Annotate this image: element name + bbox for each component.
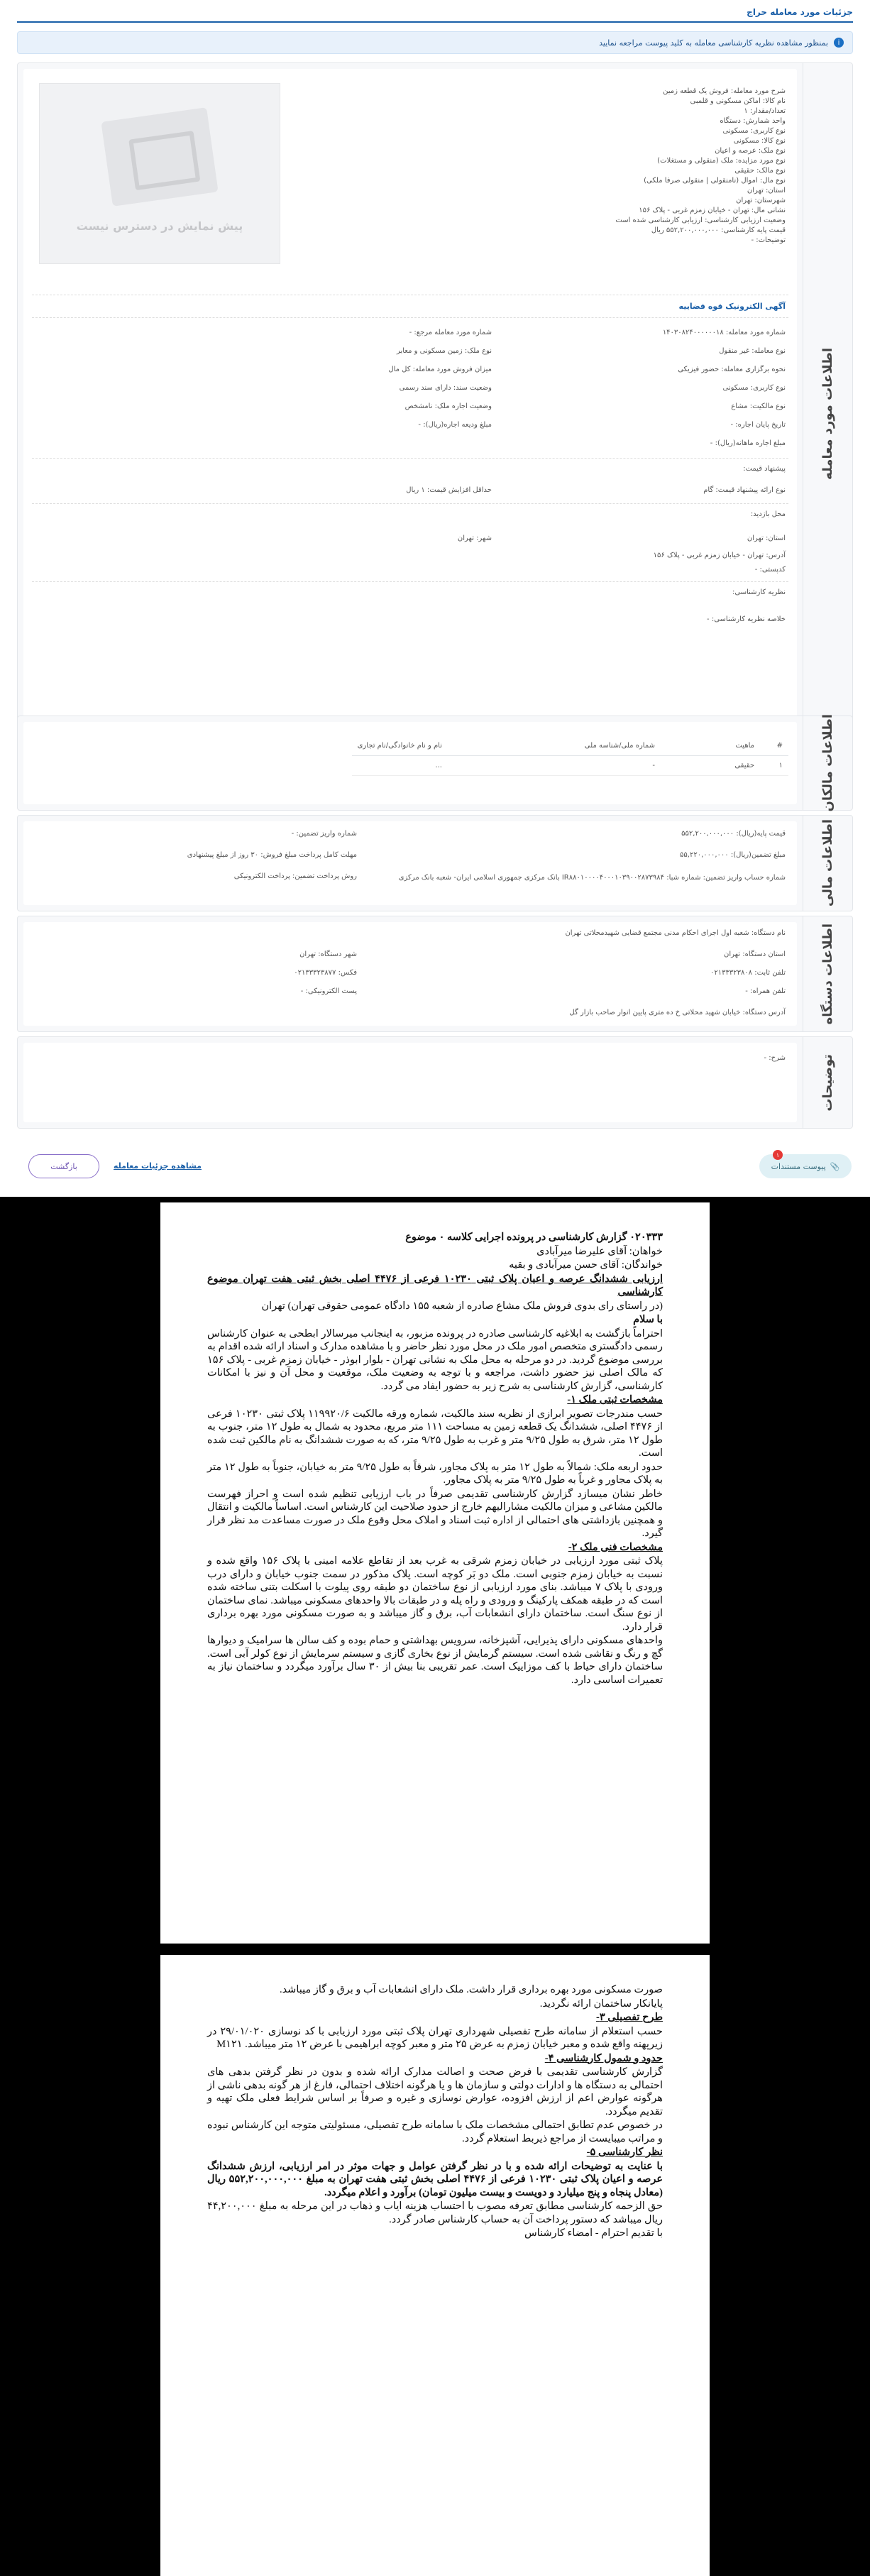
summary-line: استان: تهران <box>747 187 786 194</box>
grid-right: شماره مورد معامله: ۱۴۰۳۰۸۲۴۰۰۰۰۰۰۱۸ <box>662 329 786 336</box>
grid-right: تاریخ پایان اجاره: - <box>730 421 786 429</box>
summary-line: قیمت پایه کارشناسی: ۵۵۲,۲۰۰,۰۰۰,۰۰۰ ریال <box>651 226 786 234</box>
doc-line: ۰۲۰۳۳۳ گزارش کارشناسی در پرونده اجرایی کلاسه ۰ موضوع <box>405 1232 663 1243</box>
summary-line: نوع مورد مزایده: ملک (منقولی و مستغلات) <box>657 157 786 165</box>
summary-line: نوع مال: اموال (نامنقولی | منقولی صرفا ملکی) <box>644 177 786 185</box>
summary-line: نوع ملک: عرصه و اعیان <box>715 147 786 155</box>
column-header: ماهیت <box>661 736 760 756</box>
grid-right: نوع مالکیت: مشاع <box>731 402 786 410</box>
location-province: استان: تهران <box>747 535 786 542</box>
finance-content <box>23 821 797 905</box>
grid-left: وضعیت اجاره ملک: نامشخص <box>404 402 492 410</box>
agency-section <box>17 916 853 1032</box>
doc-line: پایانکار ساختمان ارائه نگردید. <box>539 1997 663 2010</box>
table-cell: ۱ <box>760 756 788 776</box>
divider <box>32 581 788 582</box>
summary-line: شهرستان: تهران <box>736 197 786 204</box>
doc-line: حسب استعلام از سامانه طرح تفصیلی شهرداری تهران پلاک ثبتی مورد ارزیابی با کد نوسازی ۲۹/۰۱/۰۲۰ در زیرپهنه واقع شده و معبر خیابان زمزم به عرض ۲۵ متر و معبر کوچه ابراهیمی با عرض ۱۲ متر میباشد. M۱۲۱ <box>207 2025 663 2050</box>
doc-line: حدود اربعه ملک: شمالاً به طول ۱۲ متر به پلاک مجاور، شرقاً به طول ۹/۲۵ متر به خیابان، جنوباً به طول ۱۲ متر به پلاک مجاور و غرباً به طول ۹/۲۵ متر به پلاک مجاور. <box>207 1461 663 1486</box>
owners-section <box>17 716 853 811</box>
notes-desc: شرح: - <box>764 1054 786 1062</box>
expert-summary: خلاصه نظریه کارشناسی: - <box>707 615 786 623</box>
doc-line: مشخصات فنی ملک ۲- <box>568 1541 663 1553</box>
grid-right: نوع معامله: غیر منقول <box>719 347 786 355</box>
deal-content <box>23 69 797 759</box>
doc-line: با عنایت به توضیحات ارائه شده و با در نظر گرفتن عوامل و جهات موثر در امر ارزیابی، ارزش ششدانگ عرصه و اعیان پلاک ثبتی ۱۰۲۳۰ فرعی از ۴۴۷۶ اصلی بخش ثبتی هفت تهران به مبلغ ۵۵۲,۲۰۰,۰۰۰,۰۰۰ ریال (معادل پنجاه و پنج میلیارد و دویست و بیست میلیون تومان) برآورد و اعلام میگردد. <box>207 2160 663 2198</box>
notes-section <box>17 1036 853 1129</box>
grid-right: مبلغ اجاره ماهانه(ریال): - <box>710 439 786 447</box>
location-postal: کدپستی: - <box>754 566 786 574</box>
location-label: محل بازدید: <box>750 510 786 518</box>
doc-line: گزارش کارشناسی تقدیمی با فرض صحت و اصالت مدارک ارائه شده و بدون در نظر گرفتن بدهی های احتمالی به دستگاه ها و ادارات دولتی و سازمان ها و یا هرگونه اختلاف احتمالی، فارغ از هر گونه بدهی ناشی از هرگونه عوارض اعم از ارزش افزوده، عوارض نوسازی و غیره و صرفاً بر اساس شرایط فعلی ملک تهیه و تقدیم میگردد. <box>207 2066 663 2117</box>
owners-section-label: اطلاعات مالکان <box>820 714 835 812</box>
summary-line: توضیحات: - <box>751 236 786 244</box>
summary-line: وضعیت ارزیابی کارشناسی: ارزیابی کارشناسی شده است <box>615 217 786 224</box>
finance-section-label: اطلاعات مالی <box>820 819 835 907</box>
grid-right: نوع کاربری: مسکونی <box>722 384 786 392</box>
table-cell: ... <box>352 756 448 776</box>
offer-type: نوع ارائه پیشنهاد قیمت: گام <box>703 486 786 494</box>
column-header: # <box>760 736 788 756</box>
grid-left: نوع ملک: زمین مسکونی و معابر <box>396 347 492 355</box>
owners-content <box>23 722 797 804</box>
document-page-1 <box>160 1202 710 1944</box>
agency-section-label: اطلاعات دستگاه <box>820 923 835 1025</box>
finance-payment-method: روش پرداخت تضمین: پرداخت الکترونیکی <box>233 872 357 880</box>
attach-count-badge: ۱ <box>773 1150 783 1160</box>
offer-label: پیشنهاد قیمت: <box>743 465 786 473</box>
owners-section-label-cell <box>803 716 852 810</box>
finance-base-price: قیمت پایه(ریال): ۵۵۲,۲۰۰,۰۰۰,۰۰۰ <box>681 830 786 838</box>
doc-line: خواهان: آقای علیرضا میرآبادی <box>536 1245 663 1257</box>
agency-email: پست الکترونیکی: - <box>300 987 357 995</box>
doc-line: حدود و شمول کارشناسی ۴- <box>544 2052 663 2064</box>
grid-left: شماره مورد معامله مرجع: - <box>409 329 492 336</box>
info-icon: i <box>834 38 844 48</box>
grid-left: مبلغ ودیعه اجاره(ریال): - <box>418 421 492 429</box>
location-address: آدرس: تهران - خیابان زمزم غربی - پلاک ۱۵۶ <box>653 552 786 559</box>
deal-section-label: اطلاعات مورد معامله <box>820 348 835 480</box>
table-header-row <box>352 736 788 756</box>
view-details-link[interactable]: مشاهده جزئیات معامله <box>114 1161 202 1171</box>
column-header: نام و نام خانوادگی/نام تجاری <box>352 736 448 756</box>
notes-section-label: توضیحات <box>820 1053 835 1112</box>
grid-right: نحوه برگزاری معامله: حضور فیزیکی <box>678 366 786 373</box>
doc-line: با تقدیم احترام - امضاء کارشناس <box>524 2227 663 2239</box>
agency-content <box>23 922 797 1026</box>
doc-line: حسب مندرجات تصویر ابرازی از نظریه سند مالکیت، شماره ورقه مالکیت ۱۱۹۹۲۰/۶ پلاک ثبتی ۱۰۲۳۰ فرعی از ۴۴۷۶ اصلی، ششدانگ یک قطعه زمین به مساحت ۱۱۱ متر مربع، محدود به شمال به طول ۱۲ متر، جنوب به طول ۱۲ متر، شرق به طول ۹/۲۵ متر و غرب به طول ۹/۲۵ متر، که به صورت ششدانگ به نام مالکین ثبت شده است. <box>207 1408 663 1459</box>
table-cell: - <box>448 756 661 776</box>
grid-left: میزان فروش مورد معامله: کل مال <box>388 366 492 373</box>
agency-section-label-cell <box>803 916 852 1031</box>
doc-line: احتراماً بازگشت به ابلاغیه کارشناسی صادره در پرونده مزبور، به اینجانب میرسالار ابطحی به عنوان کارشناس رسمی دادگستری متخصص امور ملک در محل مورد نظر حاضر و با مشاهده مدارک و اسناد ارائه شده اقدام به بررسی موضوع گردید. در دو مرحله به محل ملک به نشانی تهران - بلوار ابوذر - خیابان زمزم غربی - پلاک ۱۵۶ که مالک اصلی نیز حضور داشت، مراجعه و با توجه به وضعیت ملک، موقعیت و محل آن و نیز با امکانات کارشناسی، گزارش کارشناسی به شرح زیر به حضور ایفاد می گردد. <box>207 1327 663 1392</box>
column-header: شماره ملی/شناسه ملی <box>448 736 661 756</box>
doc-line: خواندگان: آقای حسن میرآبادی و بقیه <box>509 1259 663 1271</box>
location-city: شهر: تهران <box>457 535 492 542</box>
agency-name: نام دستگاه: شعبه اول اجرای احکام مدنی مجتمع قضایی شهیدمحلاتی تهران <box>565 929 786 937</box>
table-cell: حقیقی <box>661 756 760 776</box>
summary-line: نام کالا: اماکن مسکونی و قلمبی <box>690 97 786 105</box>
finance-guarantee: مبلغ تضمین(ریال): ۵۵,۲۲۰,۰۰۰,۰۰۰ <box>680 851 786 859</box>
divider <box>32 317 788 318</box>
notice-text: بمنظور مشاهده نظریه کارشناسی معامله به کلید پیوست مراجعه نمایید <box>599 38 828 48</box>
paperclip-icon: 📎 <box>830 1161 840 1171</box>
grid-left: وضعیت سند: دارای سند رسمی <box>399 384 492 392</box>
expert-label: نظریه کارشناسی: <box>732 588 786 596</box>
attach-label: پیوست مستندات <box>771 1161 826 1171</box>
summary-line: واحد شمارش: دستگاه <box>720 117 786 125</box>
doc-line: خاطر نشان میسازد گزارش کارشناسی تقدیمی صرفاً در باب ارزیابی تنظیم شده است و احراز فهرست مالکین مشاعی و میزان مالکیت مشارالیهم خارج از حدود صلاحیت این کارشناس است. اساساً مالکیت و انتقال و همچنین بازداشتی های احتمالی از اداره ثبت اسناد و املاک محل وقوع ملک در صورت مساعدت مد نظر قرار گیرد. <box>207 1488 663 1539</box>
doc-line: ارزیابی ششدانگ عرصه و اعیان پلاک ثبتی ۱۰۲۳۰ فرعی از ۴۴۷۶ اصلی بخش ثبتی هفت تهران موضوع کارشناسی <box>207 1273 663 1298</box>
agency-phone: تلفن ثابت: ۰۲۱۳۳۳۲۳۸۰۸ <box>710 969 786 977</box>
table-row <box>352 756 788 776</box>
agency-province: استان دستگاه: تهران <box>724 950 786 958</box>
gavel-image-icon <box>101 107 218 207</box>
doc-line: پلاک ثبتی مورد ارزیابی در خیابان زمزم شرقی به غرب بعد از تقاطع علامه امینی با پلاک ۱۵۶ واقع شده و نسبت به خیابان زمزم جنوبی است. ملک دو بَر کوچه است. پلاک مذکور در سمت جنوب خیابان و دارای درب ورودی با پلاک ۷ میباشد. بنای مورد ارزیابی از نوع ساختمان دو طبقه روی پیلوت با اسکلت بتنی ساخته شده است که در طبقه همکف پارکینگ و ورودی و راه پله و در طبقات بالا واحدهای مسکونی میباشد. نمای ساختمان از نوع سنگ است. ساختمان دارای انشعابات آب، برق و گاز میباشد و به صورت مسکونی مورد بهره برداری قرار دارد. <box>207 1555 663 1633</box>
divider <box>32 458 788 459</box>
notes-section-label-cell <box>803 1037 852 1128</box>
summary-line: نشانی مال: تهران - خیابان زمزم غربی - پلاک ۱۵۶ <box>639 207 786 214</box>
summary-line: نوع مالک: حقیقی <box>734 167 786 175</box>
doc-line: (در راستای رای بدوی فروش ملک مشاع صادره از شعبه ۱۵۵ دادگاه عمومی حقوقی تهران) تهران <box>261 1300 663 1312</box>
owners-table <box>352 736 788 776</box>
ad-link[interactable]: آگهی الکترونیک قوه قضاییه <box>678 302 786 311</box>
finance-section <box>17 815 853 911</box>
doc-line: نظر کارشناسی ۵- <box>586 2147 663 2158</box>
doc-line: واحدهای مسکونی دارای پذیرایی، آشپزخانه، سرویس بهداشتی و حمام بوده و کف سالن ها سرامیک و دیوارها گچ و رنگ و نقاشی شده است. سیستم گرمایش از نوع بخاری گازی و سیستم سرمایش از نوع کولر آبی است. ساختمان دارای حیاط با کف موزاییک است. عمر تقریبی بنا بیش از ۳۰ سال برآورد میگردد و ساختمان نیاز به تعمیرات اساسی دارد. <box>207 1635 663 1686</box>
doc-line: با سلام <box>633 1314 663 1325</box>
deal-section <box>17 62 853 765</box>
notice-banner <box>17 31 853 54</box>
document-page-2 <box>160 1955 710 2576</box>
finance-deposit-number: شماره واریز تضمین: - <box>291 830 357 838</box>
notes-content <box>23 1043 797 1122</box>
agency-mobile: تلفن همراه: - <box>745 987 786 995</box>
finance-deadline: مهلت کامل پرداخت مبلغ فروش: ۳۰ روز از مبلغ پیشنهادی <box>187 851 357 859</box>
back-button[interactable]: بازگشت <box>28 1154 99 1178</box>
doc-line: صورت مسکونی مورد بهره برداری قرار داشت. ملک دارای انشعابات آب و برق و گاز میباشد. <box>279 1984 663 1995</box>
offer-min: حداقل افزایش قیمت: ۱ ریال <box>406 486 492 494</box>
title-divider <box>17 21 853 23</box>
agency-city: شهر دستگاه: تهران <box>299 950 357 958</box>
summary-line: تعداد/مقدار: ۱ <box>744 107 786 115</box>
deal-section-label-cell <box>803 63 852 764</box>
summary-line: شرح مورد معامله: فروش یک قطعه زمین <box>663 87 786 95</box>
doc-line: مشخصات ثبتی ملک ۱- <box>567 1394 663 1405</box>
doc-line: حق الزحمه کارشناسی مطابق تعرفه مصوب با احتساب هزینه ایاب و ذهاب در این مرحله به مبلغ ۴۴,۲۰۰,۰۰۰ ریال میباشد که دستور پرداخت آن به حساب کارشناس صادر گردد. <box>207 2200 663 2225</box>
finance-account: شماره حساب واریز تضمین: شماره شبا: IR۸۸۰۱۰۰۰۰۴۰۰۰۱۰۳۹۰۰۲۸۷۳۹۸۴ بانک مرکزی جمهوری اسلامی ایران- شعبه بانک مرکزی <box>398 874 786 882</box>
finance-section-label-cell <box>803 816 852 911</box>
summary-line: نوع کاربری: مسکونی <box>722 127 786 135</box>
agency-address: آدرس دستگاه: خیابان شهید محلاتی خ ده متری پایین انوار صاحب بازار گل <box>569 1009 786 1016</box>
page-title: جزئیات مورد معامله حراج <box>747 7 853 17</box>
image-placeholder <box>39 83 280 264</box>
summary-line: نوع کالا: مسکونی <box>733 137 786 145</box>
main-panel <box>0 0 870 1197</box>
divider <box>32 503 788 504</box>
agency-fax: فکس: ۰۲۱۳۳۳۲۳۸۷۷ <box>294 969 357 977</box>
image-placeholder-text: پیش نمایش در دسترس نیست <box>76 219 243 233</box>
doc-line: طرح تفصیلی ۳- <box>596 2012 663 2023</box>
doc-line: در خصوص عدم تطابق احتمالی مشخصات ملک با سامانه طرح تفصیلی، مسئولیتی متوجه این کارشناس نبوده و مراتب میبایست از مراجع ذیربط استعلام گردد. <box>207 2120 663 2144</box>
